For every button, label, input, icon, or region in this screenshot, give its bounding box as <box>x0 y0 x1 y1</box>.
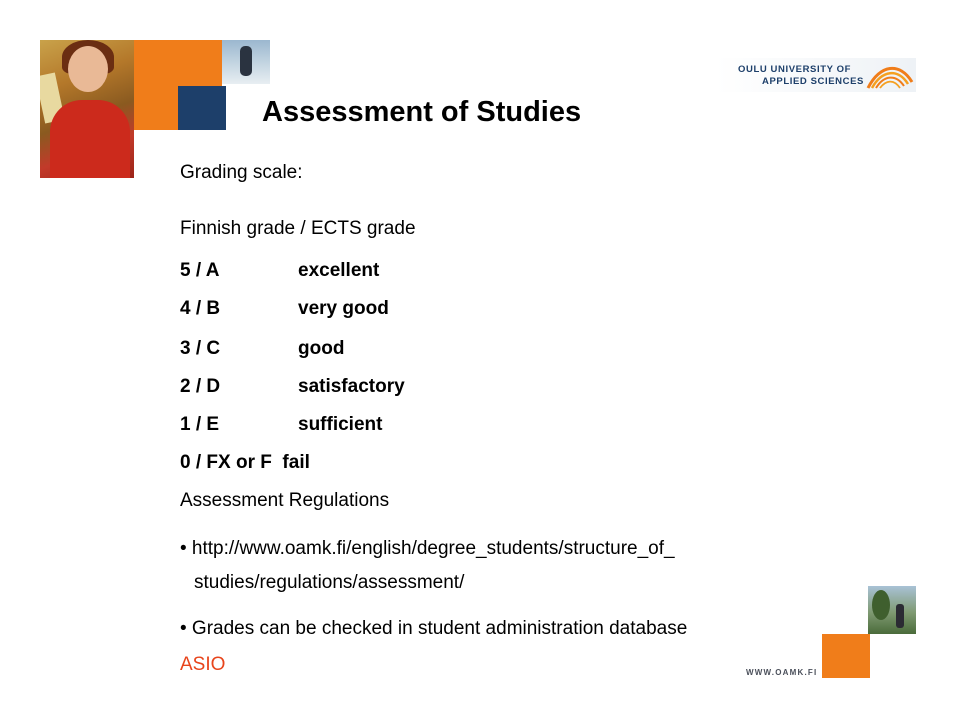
grades-check-bullet: • Grades can be checked in student administration database <box>180 618 688 639</box>
skater-photo <box>222 40 270 84</box>
photo-figure-shape <box>896 604 904 628</box>
photo-coat-shape <box>50 100 130 178</box>
grade-value: 5 / A <box>180 260 220 281</box>
grade-description: very good <box>298 298 389 319</box>
grade-header: Finnish grade / ECTS grade <box>180 218 416 239</box>
logo-line-2: APPLIED SCIENCES <box>762 76 864 87</box>
university-logo <box>716 58 916 92</box>
grade-value: 0 / FX or F <box>180 452 272 473</box>
website-label: WWW.OAMK.FI <box>746 668 818 677</box>
logo-text <box>738 64 864 88</box>
grade-value: 3 / C <box>180 338 221 359</box>
asio-label: ASIO <box>180 654 226 675</box>
grade-description: satisfactory <box>298 376 405 397</box>
grade-row <box>180 452 310 474</box>
regulations-link[interactable]: • http://www.oamk.fi/english/degree_students/structure_of_ <box>180 538 675 559</box>
photo-tree-shape <box>872 590 890 620</box>
grade-row <box>180 414 382 436</box>
grade-value: 2 / D <box>180 376 221 397</box>
navy-block <box>178 86 226 130</box>
logo-line-1: OULU UNIVERSITY OF <box>738 64 852 75</box>
regulations-label: Assessment Regulations <box>180 490 390 511</box>
grade-description: fail <box>282 452 310 473</box>
grade-row <box>180 260 379 282</box>
photo-face-shape <box>68 46 108 92</box>
orange-block-bottom <box>822 634 870 678</box>
grade-description: good <box>298 338 345 359</box>
grade-description: sufficient <box>298 414 383 435</box>
page-title: Assessment of Studies <box>262 96 582 128</box>
grade-row <box>180 376 405 398</box>
grade-value: 4 / B <box>180 298 221 319</box>
grading-scale-label: Grading scale: <box>180 162 303 183</box>
student-photo <box>40 40 134 178</box>
regulations-link-continued[interactable]: studies/regulations/assessment/ <box>194 572 465 593</box>
park-photo <box>868 586 916 634</box>
grade-description: excellent <box>298 260 380 281</box>
wave-logo-icon <box>866 58 914 92</box>
photo-figure-shape <box>240 46 252 76</box>
grade-row <box>180 298 389 320</box>
grade-value: 1 / E <box>180 414 220 435</box>
grade-row <box>180 338 344 360</box>
